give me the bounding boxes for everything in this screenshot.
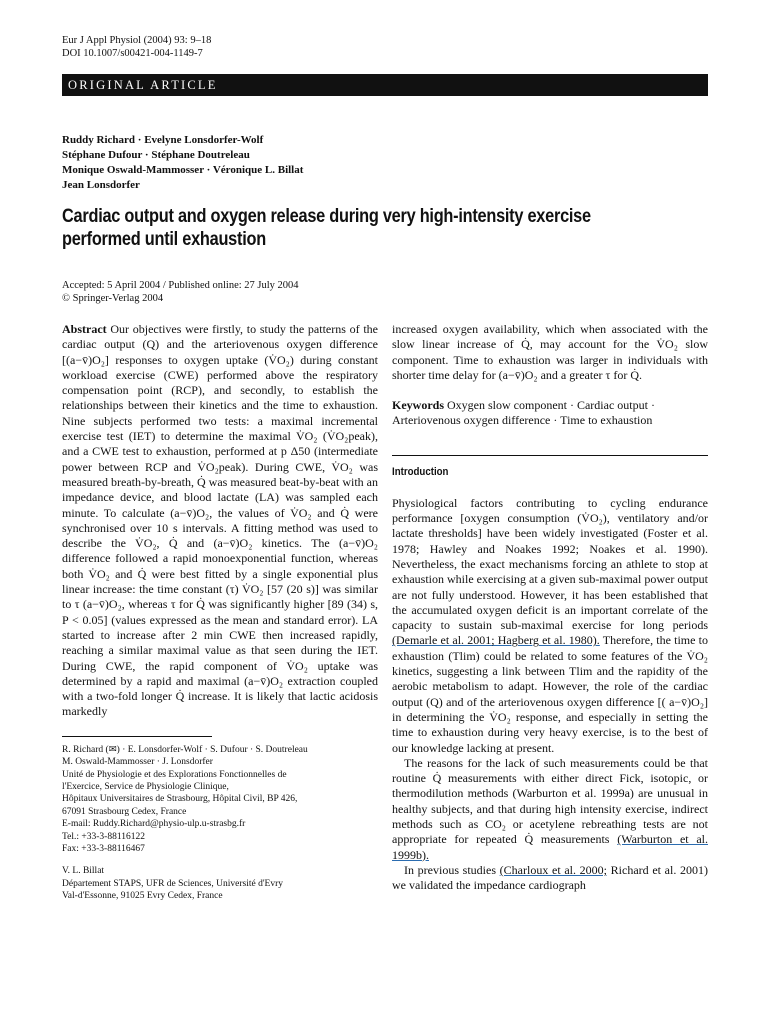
paragraph xyxy=(392,496,708,756)
right-column xyxy=(392,322,708,894)
introduction-heading: Introduction xyxy=(392,465,449,478)
publication-dates xyxy=(62,279,708,305)
keywords-text: Oxygen slow component · Cardiac output · Arteriovenous oxygen difference · Time to exhaustion xyxy=(392,398,655,428)
citation-link[interactable]: (Charloux et al. 2000; xyxy=(499,862,607,877)
affiliation-line: Hôpitaux Universitaires de Strasbourg, Hôpital Civil, BP 426, xyxy=(62,794,298,805)
abstract-body-left: Our objectives were firstly, to study the patterns of the cardiac output (Q) and the arteriovenous oxygen difference [(a−v̄)O₂] responses to oxygen uptake (V̇O₂) during constant workload exercise (CWE) performed above the respiratory compensation point (RCP), and secondly, to establish the relationships between their kinetics and the time to exhaustion. Nine subjects performed two tests: a maximal incremental exercise test (IET) to determine the maximal V̇O₂ (V̇O₂peak), and a CWE test to exhaustion, performed at p Δ50 (intermediate power between RCP and V̇O₂peak). During CWE, V̇O₂ was measured breath-by-breath, Q̇ was measured beat-by-beat with an impedance device, and blood lactate (LA) was sampled each minute. To calculate (a−v̄)O₂, the values of V̇O₂ and Q̇ were synchronised over 10 s intervals. A fitting method was used to describe the V̇O₂, Q̇ and (a−v̄)O₂ kinetics. The (a−v̄)O₂ difference followed a rapid monoexponential function, whereas both V̇O₂ and Q̇ were best fitted by a single exponential plus linear increase: the time constant (τ) V̇O₂ [57 (20 s)] was similar to τ (a−v̄)O₂, whereas τ for Q̇ was significantly higher [89 (34) s, P < 0.05] (values expressed as the mean and standard error). LA started to increase after 2 min CWE then increased rapidly, reaching a similar maximal value as that seen during the IET. During CWE, the rapid component of V̇O₂ uptake was determined by a rapid and maximal (a−v̄)O₂ extraction coupled with a two-fold longer Q̇ increase. It is likely that lactic acidosis markedly xyxy=(62,322,378,719)
affiliation-line: V. L. Billat xyxy=(62,866,105,877)
affiliation-line: M. Oswald-Mammosser · J. Lonsdorfer xyxy=(62,757,213,768)
paper-page xyxy=(62,34,709,902)
left-column xyxy=(62,322,378,903)
affiliation-line: R. Richard (✉) · E. Lonsdorfer-Wolf · S. Dufour · S. Doutreleau xyxy=(62,744,308,755)
affiliations xyxy=(62,744,378,903)
affiliation-line: l'Exercice, Service de Physiologie Clinique, xyxy=(62,781,229,792)
paragraph xyxy=(392,756,708,863)
author-line: Monique Oswald-Mammosser · Véronique L. Billat xyxy=(62,164,304,176)
copyright-notice: © Springer-Verlag 2004 xyxy=(62,293,164,304)
keywords xyxy=(392,398,708,429)
affiliation-divider xyxy=(62,736,212,737)
affiliation-line: 67091 Strasbourg Cedex, France xyxy=(62,806,187,817)
journal-reference xyxy=(62,34,708,60)
author-line: Ruddy Richard · Evelyne Lonsdorfer-Wolf xyxy=(62,134,264,146)
affiliation-line: Unité de Physiologie et des Explorations Fonctionnelles de xyxy=(62,769,287,780)
paragraph-text: Therefore, the time to exhaustion (Tlim) could be related to some features of the V̇O₂ kinetics, suggesting a link between Tlim and the rapidity of the aerobic metabolism to adapt. However, the role of the cardiac output (Q) and of the arteriovenous oxygen difference [( a−v̄)O₂] in determining the V̇O₂ response, and especially in setting the time to exhaustion during very heavy exercise, is to the best of our knowledge lacking at present. xyxy=(392,633,709,755)
keywords-label: Keywords xyxy=(392,398,444,413)
paragraph-text: In previous studies xyxy=(404,862,500,877)
paragraph-text: The reasons for the lack of such measurements could be that routine Q̇ measurements with either direct Fick, isotopic, or thermodilution methods (Warburton et al. 1999a) are unusual in healthy subjects, and that during high intensity exercise, indirect methods such as CO₂ or acetylene rebreathing tests are not appropriate for repeated Q̇ measurements xyxy=(392,755,708,847)
published-date: Accepted: 5 April 2004 / Published online: 27 July 2004 xyxy=(62,280,299,291)
citation-link[interactable]: (Warburton et al. 1999b). xyxy=(392,832,708,862)
article-title xyxy=(62,205,707,251)
journal-citation: Eur J Appl Physiol (2004) 93: 9–18 xyxy=(62,35,212,46)
citation-link[interactable]: (Demarle et al. 2001; Hagberg et al. 1980). xyxy=(392,633,600,648)
telephone: Tel.: +33-3-88116122 xyxy=(62,831,145,842)
introduction-text xyxy=(392,496,708,894)
paragraph-text: Richard et al. 2001) we validated the impedance cardiograph xyxy=(392,862,708,893)
email-link[interactable]: E-mail: Ruddy.Richard@physio-ulp.u-strasbg.fr xyxy=(62,819,246,830)
affiliation-line: Val-d'Essonne, 91025 Evry Cedex, France xyxy=(62,891,223,902)
paragraph-text: Physiological factors contributing to cycling endurance performance [oxygen consumption (V̇O₂), ventilatory and/or lactate thresholds] have been widely investigated (Foster et al. 1978; Hawley and Noakes 1992; Noakes et al. 1990). Nevertheless, the exact mechanisms forcing an athlete to stop at exhaustion while exercising at a given sub-maximal power output are not fully understood. However, it has been established that the accumulated oxygen deficit is an important correlate of the capacity to sustain sub-maximal exercise for long periods xyxy=(392,495,708,633)
journal-doi[interactable]: DOI 10.1007/s00421-004-1149-7 xyxy=(62,48,203,59)
author-line: Stéphane Dufour · Stéphane Doutreleau xyxy=(62,149,250,161)
affiliation-line: Département STAPS, UFR de Sciences, Université d'Evry xyxy=(62,878,283,889)
title-line: performed until exhaustion xyxy=(62,229,266,250)
abstract-body-right: increased oxygen availability, which when associated with the slow linear increase of Q̇, may account for the V̇O₂ slow component. Time to exhaustion was larger in individuals with shorter time delay for (a−v̄)O₂ and a greater τ for Q̇. xyxy=(392,322,708,382)
author-line: Jean Lonsdorfer xyxy=(62,179,140,191)
title-line: Cardiac output and oxygen release during very high-intensity exercise xyxy=(62,206,591,227)
article-type-banner: ORIGINAL ARTICLE xyxy=(62,74,708,96)
fax: Fax: +33-3-88116467 xyxy=(62,843,145,854)
abstract-label: Abstract xyxy=(62,322,107,336)
author-list xyxy=(62,133,708,193)
abstract-text xyxy=(62,322,378,720)
section-divider xyxy=(392,455,708,456)
paragraph xyxy=(392,863,708,894)
